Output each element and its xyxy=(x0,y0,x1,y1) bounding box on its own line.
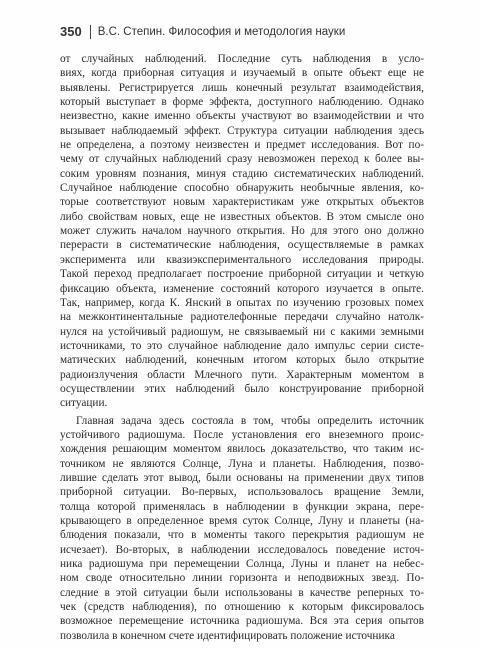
text-line: крывающего в определенное время суток Солнце, Луну и планеты (на- xyxy=(60,515,424,527)
text-line: Так, например, когда К. Янский в опытах по изучению грозовых помех xyxy=(60,296,424,309)
text-line: матических наблюдений, конечным итогом которых было открытие xyxy=(60,354,424,367)
text-line: следние в этой ситуации были использованы в качестве реперных то- xyxy=(60,586,424,599)
text-line: соким уровням познания, минуя стадию систематических наблюдений. xyxy=(60,167,424,180)
text-line: нулся на устойчивый радиошум, не связываемый ни с какими земными xyxy=(60,325,424,338)
page-number: 350 xyxy=(60,24,82,39)
text-line: перерасти в систематические наблюдения, осуществляемые в рамках xyxy=(60,239,424,252)
text-line: виях, когда приборная ситуация и изучаемый в опыте объект еще не xyxy=(60,67,424,80)
paragraph xyxy=(60,414,424,644)
text-line: Такой переход предполагает построение приборной ситуации и четкую xyxy=(60,268,424,281)
page-header xyxy=(60,24,345,39)
text-line: ситуации. xyxy=(60,397,108,410)
text-line: осуществлении этих наблюдений было конструирование приборной xyxy=(60,382,424,395)
text-line: либо свойствам новых, еще не известных объектов. В этом смысле оно xyxy=(60,210,424,223)
text-line: фиксацию объекта, изменение состояний которого изучается в опыте. xyxy=(60,282,424,295)
text-line: хождения решающим моментом явилось доказательство, что таким ис- xyxy=(60,443,424,456)
text-line: на межконтинентальные радиотелефонные передачи случайно натолк- xyxy=(60,311,424,324)
text-line: точником не являются Солнце, Луна и планеты. Наблюдения, позво- xyxy=(60,457,424,470)
text-line: блюдения показали, что в моменты такого перекрытия радиошум не xyxy=(60,529,424,542)
text-line: чему от случайных наблюдений сразу невозможен переход к более вы- xyxy=(60,153,424,166)
text-line: ника радиошума при перемещении Солнца, Луны и планет на небес- xyxy=(60,558,424,571)
text-line: Случайное наблюдение способно обнаружить необычные явления, ко- xyxy=(60,182,424,195)
text-line: позволила в конечном счете идентифицировать положение источника xyxy=(60,629,395,642)
text-line: может служить началом научного открытия. Но для этого оно должно xyxy=(60,225,424,238)
text-line: исчезает). Во-вторых, в наблюдении исследовалось поведение источ- xyxy=(60,543,424,556)
body-text xyxy=(60,52,424,643)
text-line: чек (средств наблюдения), по отношению к которым фиксировалось xyxy=(60,601,424,614)
text-line: от случайных наблюдений. Последние суть наблюдения в усло- xyxy=(60,53,424,65)
text-line: возможное перемещение источника радиошума. Вся эта серия опытов xyxy=(60,615,424,628)
text-line: Главная задача здесь состояла в том, чтобы определить источник xyxy=(76,414,424,427)
text-line: устойчивого радиошума. После установления его внеземного проис- xyxy=(60,428,424,441)
text-line: радиоизлучения области Млечного пути. Характерным моментом в xyxy=(60,368,424,381)
text-line: не определена, а поэтому неизвестен и предмет исследования. Вот по- xyxy=(60,139,424,152)
text-line: выявлены. Регистрируется лишь конечный результат взаимодействия, xyxy=(60,81,424,94)
header-divider xyxy=(90,25,91,39)
paragraph xyxy=(60,52,424,411)
text-line: который выступает в форме эффекта, доступного наблюдению. Однако xyxy=(60,96,424,109)
text-line: торые соответствуют новым характеристикам уже открытых объектов xyxy=(60,196,424,209)
text-line: лившие сделать этот вывод, были основаны на применении двух типов xyxy=(60,471,424,484)
text-line: ном своде относительно линии горизонта и неподвижных звезд. По- xyxy=(60,572,424,585)
text-line: приборной ситуации. Во-первых, использовалось вращение Земли, xyxy=(60,486,424,499)
text-line: вызывает наблюдаемый эффект. Структура ситуации наблюдения здесь xyxy=(60,124,424,137)
text-line: неизвестно, какие именно объекты участвуют во взаимодействии и что xyxy=(60,110,424,123)
text-line: эксперимента или квазиэкспериментального исследования природы. xyxy=(60,253,424,266)
text-line: источниками, то это случайное наблюдение дало импульс серии систе- xyxy=(60,339,424,352)
running-head: В.С. Степин. Философия и методология науки xyxy=(97,25,346,38)
text-line: толща которой применялась в наблюдении в функции экрана, пере- xyxy=(60,500,424,513)
